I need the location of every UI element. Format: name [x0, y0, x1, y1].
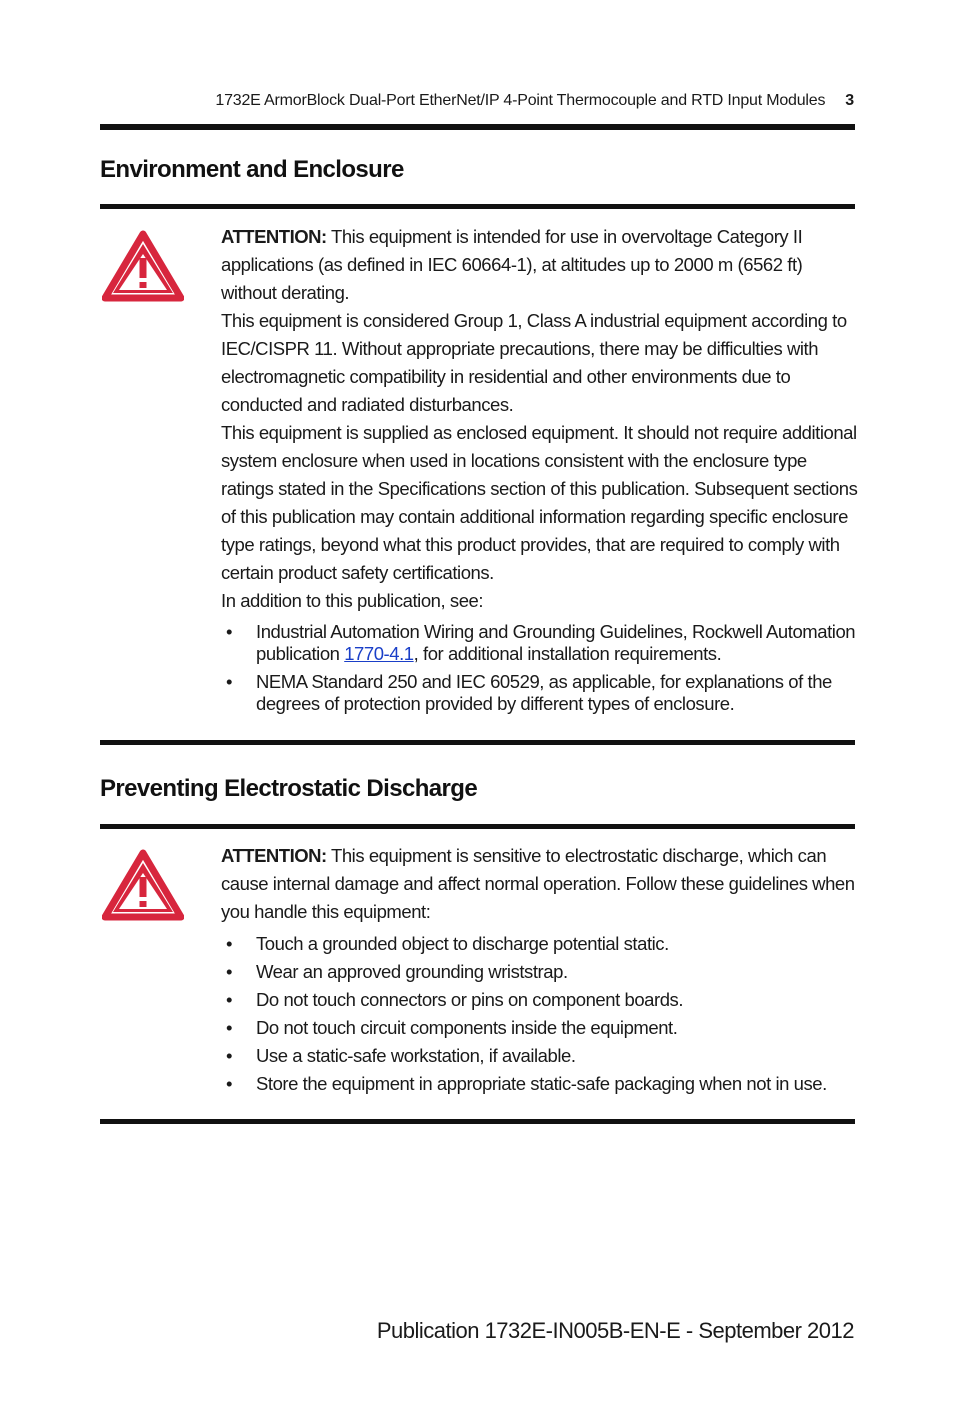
section-bottom-rule	[100, 1119, 855, 1124]
list-item: • Industrial Automation Wiring and Grounding Guidelines, Rockwell Automation publication 1770-4.1, for additional installation requirements.	[221, 621, 861, 665]
section-bottom-rule	[100, 740, 855, 745]
section-title-esd: Preventing Electrostatic Discharge	[100, 775, 478, 802]
attention-paragraph-2: This equipment is considered Group 1, Class A industrial equipment according to IEC/CISPR 11. Without appropriate precautions, there may be difficulties with electromagnetic compatibility in residential and other environments due to conducted and radiated disturbances.	[221, 310, 847, 415]
guideline-list	[221, 930, 861, 1098]
list-item: • Do not touch circuit components inside the equipment.	[221, 1014, 861, 1042]
warning-triangle-icon	[102, 849, 184, 921]
header-rule	[100, 124, 855, 130]
attention-paragraph-1: ATTENTION: This equipment is sensitive to electrostatic discharge, which can cause internal damage and affect normal operation. Follow these guidelines when you handle this equipment:	[221, 845, 855, 922]
list-item: • Store the equipment in appropriate static-safe packaging when not in use.	[221, 1070, 861, 1098]
list-item: • Wear an approved grounding wriststrap.	[221, 958, 861, 986]
publication-link[interactable]: 1770-4.1	[344, 643, 414, 664]
running-title: 1732E ArmorBlock Dual-Port EtherNet/IP 4-Point Thermocouple and RTD Input Modules	[215, 92, 826, 109]
attention-block-environment	[221, 223, 861, 721]
attention-paragraph-3: This equipment is supplied as enclosed equipment. It should not require additional system enclosure when used in locations consistent with the enclosure type ratings stated in the Specifications section of this publication. Subsequent sections of this publication may contain additional information regarding specific enclosure type ratings, beyond what this product provides, that are required to comply with certain product safety certifications.	[221, 422, 858, 583]
publication-footer: Publication 1732E-IN005B-EN-E - September 2012	[376, 1318, 854, 1343]
list-item: • Do not touch connectors or pins on component boards.	[221, 986, 861, 1014]
section-title-environment: Environment and Enclosure	[100, 156, 404, 183]
page-number: 3	[845, 92, 854, 109]
section-top-rule	[100, 824, 855, 829]
list-item: • NEMA Standard 250 and IEC 60529, as applicable, for explanations of the degrees of protection provided by different types of enclosure.	[221, 671, 861, 715]
warning-triangle-icon	[102, 230, 184, 302]
list-item: • Use a static-safe workstation, if available.	[221, 1042, 861, 1070]
list-item: • Touch a grounded object to discharge potential static.	[221, 930, 861, 958]
attention-label: ATTENTION:	[221, 845, 327, 866]
attention-paragraph-1: ATTENTION: This equipment is intended for use in overvoltage Category II applications (as defined in IEC 60664-1), at altitudes up to 2000 m (6562 ft) without derating.	[221, 226, 803, 303]
section-top-rule	[100, 204, 855, 209]
reference-list	[221, 621, 861, 715]
attention-label: ATTENTION:	[221, 226, 327, 247]
attention-block-esd	[221, 842, 861, 1098]
running-header	[100, 92, 854, 114]
attention-paragraph-4: In addition to this publication, see:	[221, 590, 484, 611]
